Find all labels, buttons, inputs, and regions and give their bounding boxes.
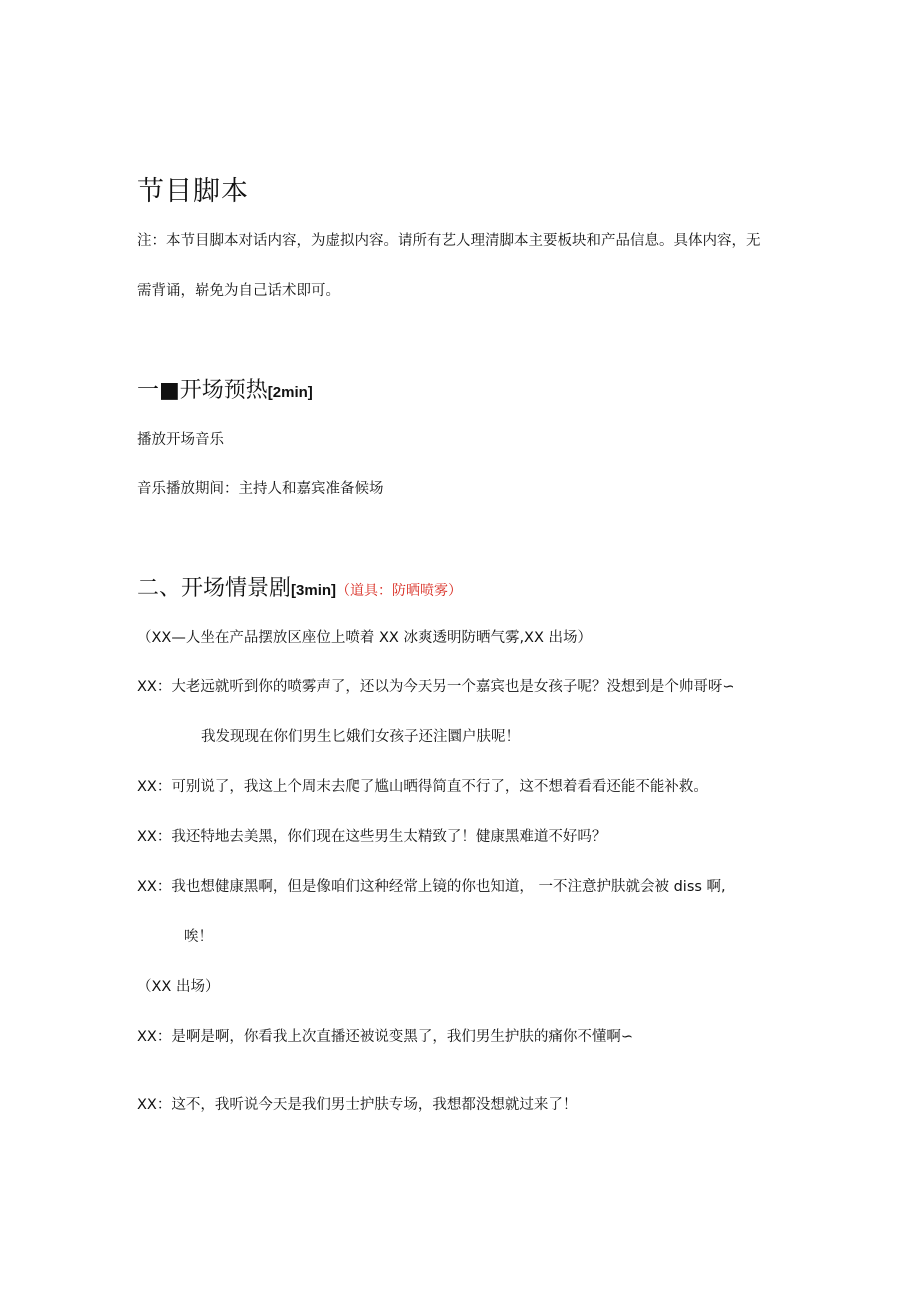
- section-2-heading: [137, 571, 462, 602]
- page-title: 节目脚本: [137, 176, 249, 207]
- script-line: 唉！: [184, 929, 213, 945]
- section-1-heading: [137, 373, 313, 404]
- script-line: XX：我也想健康黑啊，但是像咱们这种经常上镜的你也知道， 一不注意护肤就会被 diss 啊,: [137, 879, 726, 895]
- note-line-1: 注：本节目脚本对话内容，为虚拟内容。请所有艺人理清脚本主要板块和产品信息。具体内容，无: [137, 233, 761, 249]
- script-line: XX：这不，我听说今天是我们男士护肤专场，我想都没想就过来了！: [137, 1097, 578, 1113]
- script-line: （XX 出场）: [137, 979, 220, 995]
- script-line: 我发现现在你们男生匕娥们女孩子还注圜户肤呢！: [201, 729, 520, 745]
- section-2-prop-note: （道具：防晒喷雾）: [336, 583, 463, 599]
- script-line: XX：可别说了，我这上个周末去爬了尴山晒得简直不行了，这不想着看看还能不能补救。: [137, 779, 708, 795]
- section-1-line: 音乐播放期间：主持人和嘉宾准备候场: [137, 481, 384, 497]
- script-line: （XX—人坐在产品摆放区座位上喷着 XX 冰爽透明防晒气雾,XX 出场）: [137, 630, 593, 646]
- section-1-title: 一■开场预热: [137, 378, 268, 403]
- script-line: XX：大老远就听到你的喷雾声了，还以为今天另一个嘉宾也是女孩子呢？没想到是个帅哥呀∽: [137, 679, 735, 695]
- section-1-duration: [2min]: [267, 384, 313, 401]
- script-line: XX：是啊是啊，你看我上次直播还被说变黑了，我们男生护肤的痛你不懂啊∽: [137, 1029, 634, 1045]
- script-line: XX：我还特地去美黑，你们现在这些男生太精致了！健康黑难道不好吗？: [137, 829, 607, 845]
- section-2-duration: [3min]: [291, 582, 337, 599]
- section-1-line: 播放开场音乐: [137, 432, 224, 448]
- note-line-2: 需背诵，崭免为自己话术即可。: [137, 283, 340, 299]
- section-2-title: 二、开场情景剧: [137, 576, 292, 601]
